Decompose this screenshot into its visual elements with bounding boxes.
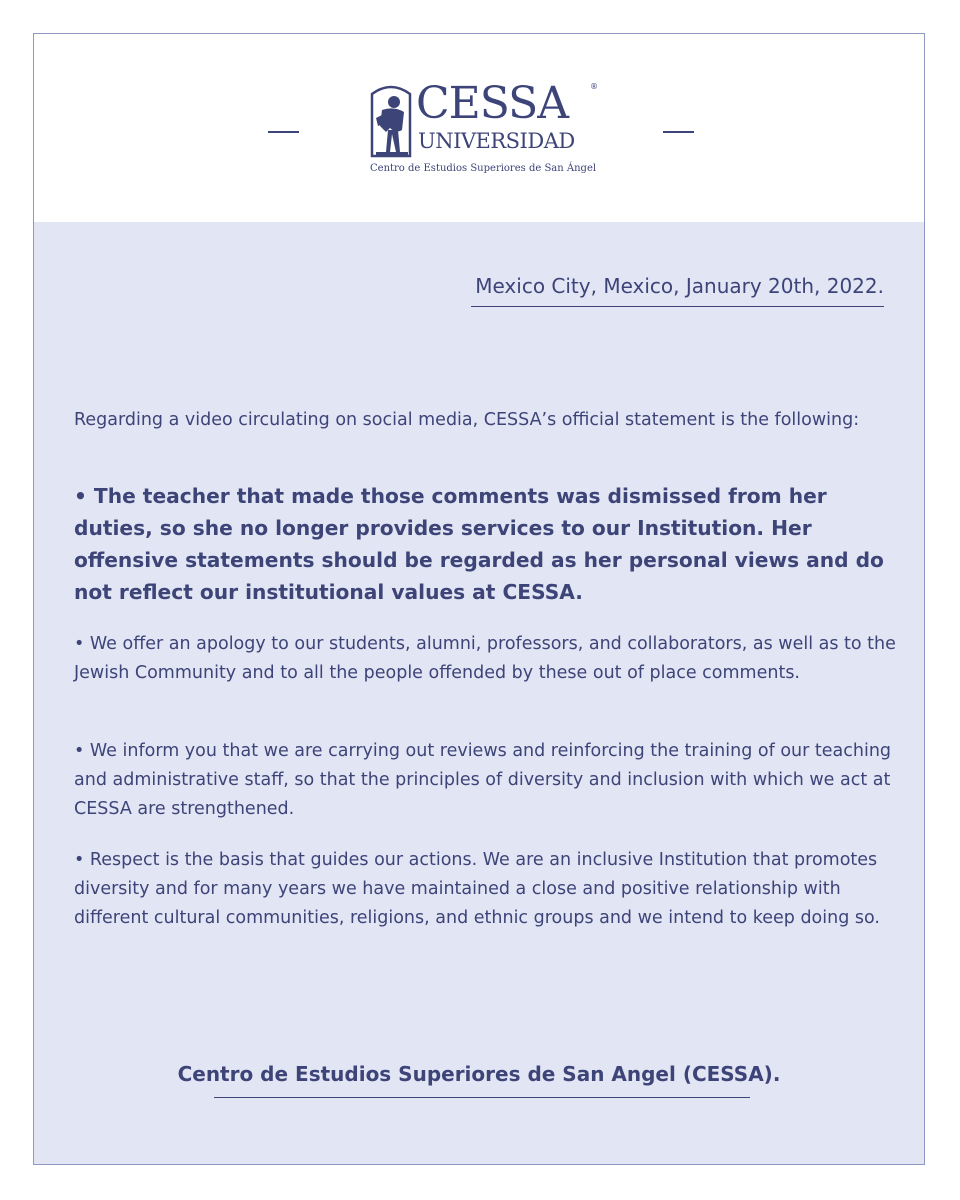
intro-paragraph: Regarding a video circulating on social media, CESSA’s official statement is the following:: [74, 410, 860, 430]
date-line: Mexico City, Mexico, January 20th, 2022.: [471, 274, 884, 307]
signature-rule: [214, 1097, 750, 1098]
letterhead: [34, 34, 924, 222]
cessa-logo: [368, 79, 598, 189]
bullet-apology: • We offer an apology to our students, alumni, professors, and collaborators, as well as to the Jewish Community and to all the people offended by these out of place comments.: [74, 634, 896, 683]
header-rule-left: [268, 131, 299, 133]
header-rule-right: [663, 131, 694, 133]
registered-mark: ®: [590, 82, 598, 91]
brand-tagline: Centro de Estudios Superiores de San Ángel: [370, 163, 597, 174]
crest-icon: [368, 82, 414, 160]
statement-body: [34, 222, 924, 1164]
bullet-training: • We inform you that we are carrying out reviews and reinforcing the training of our teaching and administrative staff, so that the principles of diversity and inclusion with which we act at CESSA are strengthened.: [74, 741, 892, 819]
statement-frame: [33, 33, 925, 1165]
signature: Centro de Estudios Superiores de San Angel (CESSA).: [177, 1062, 781, 1086]
brand-name: CESSA: [416, 78, 569, 129]
brand-subtitle: UNIVERSIDAD: [418, 129, 575, 153]
bullet-dismissal: • The teacher that made those comments was dismissed from her duties, so she no longer provides services to our Institution. Her offensive statements should be regarded as her personal views and do not reflect our institutional values at CESSA.: [74, 484, 884, 604]
bullet-respect: • Respect is the basis that guides our actions. We are an inclusive Institution that promotes diversity and for many years we have maintained a close and positive relationship with different cultural communities, religions, and ethnic groups and we intend to keep doing so.: [74, 850, 880, 928]
